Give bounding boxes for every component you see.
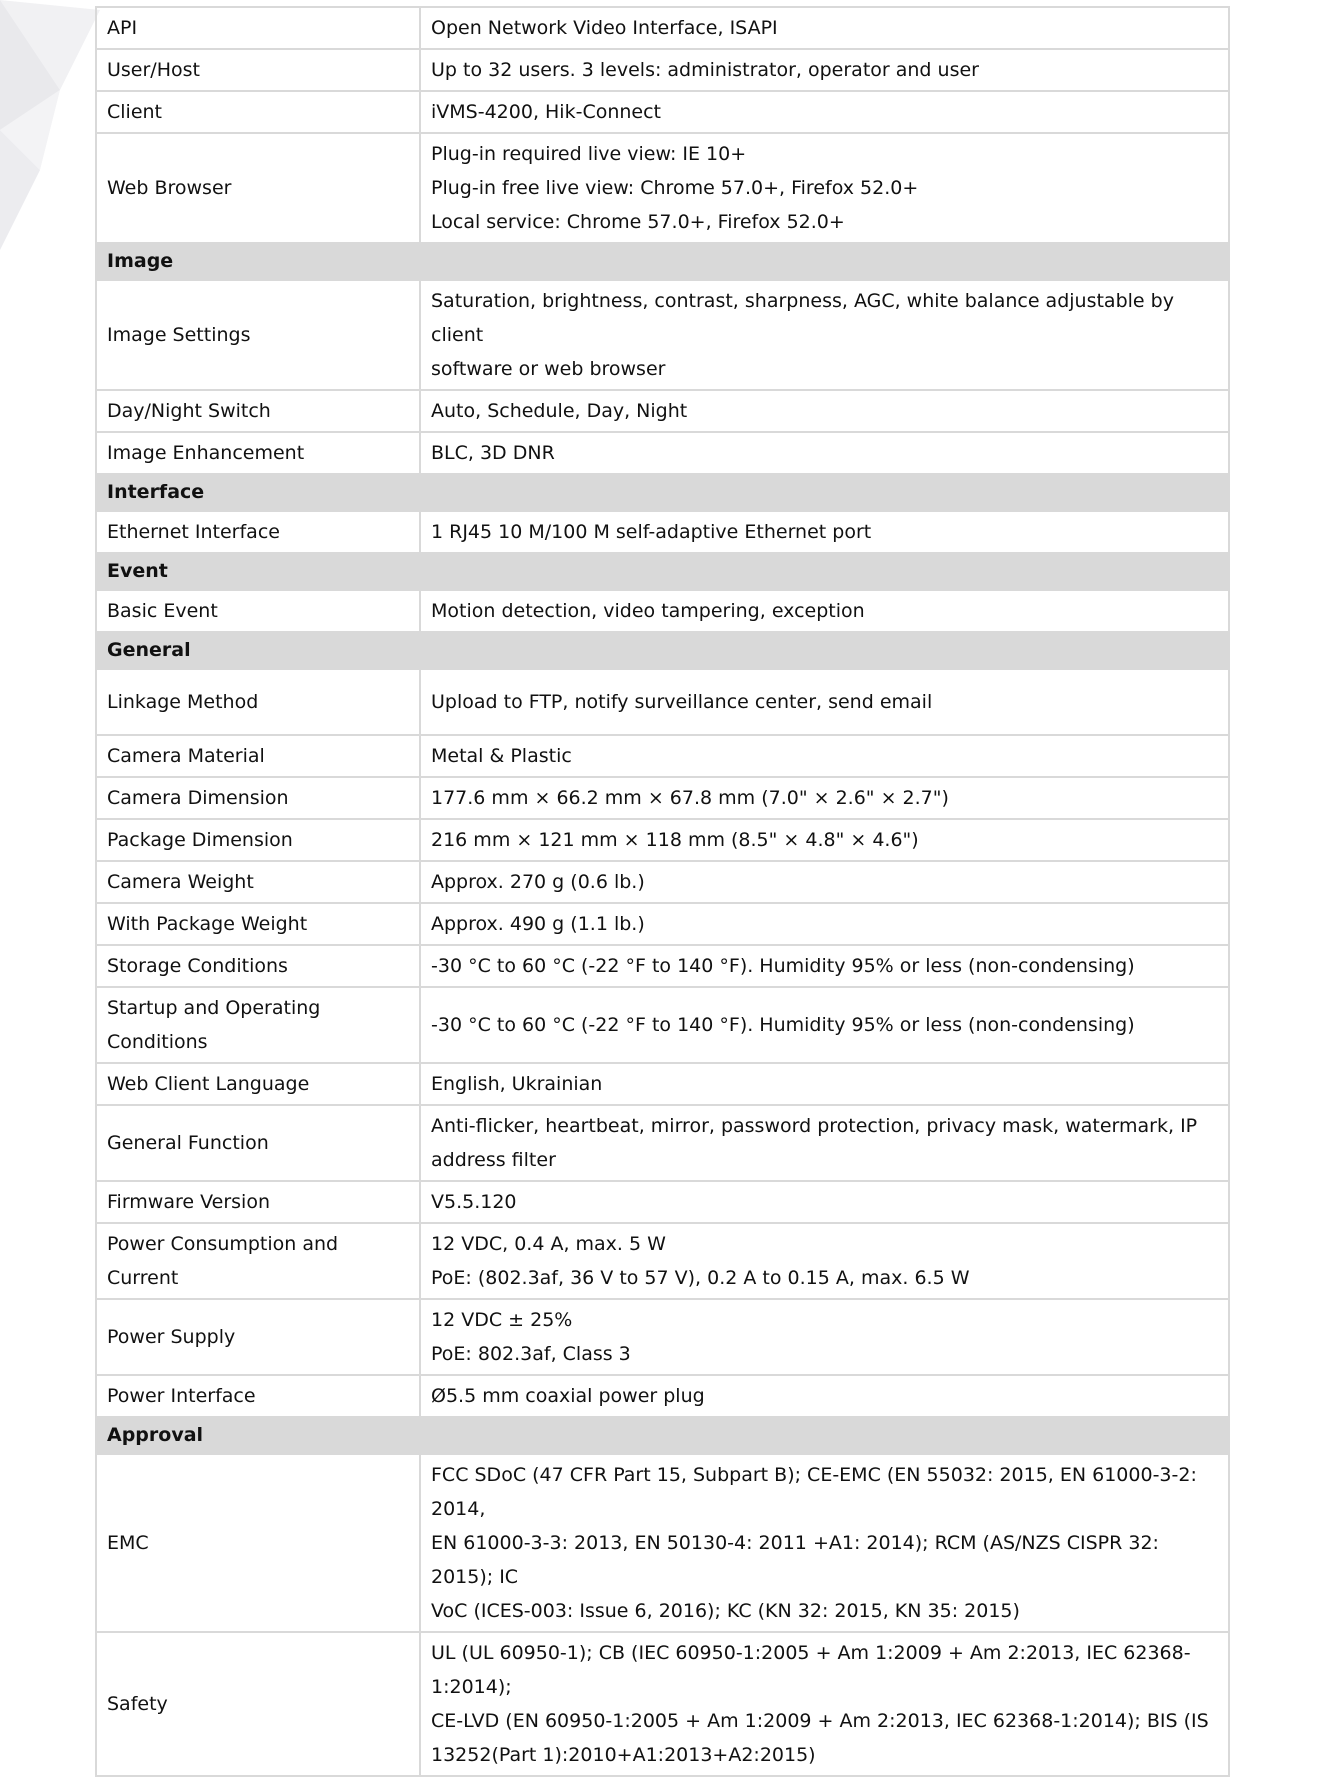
spec-label: EMC [96,1454,420,1632]
spec-label: User/Host [96,49,420,91]
spec-value-line: VoC (ICES-003: Issue 6, 2016); KC (KN 32: 2015, KN 35: 2015) [431,1600,1020,1622]
spec-label: Camera Dimension [96,777,420,819]
spec-value [420,1105,1229,1181]
spec-value [420,432,1229,474]
spec-row [96,280,1229,390]
spec-value-line: Open Network Video Interface, ISAPI [431,17,778,39]
spec-value [420,861,1229,903]
spec-value-line: English, Ukrainian [431,1073,603,1095]
spec-value [420,1632,1229,1776]
spec-value-line: PoE: 802.3af, Class 3 [431,1343,631,1365]
spec-row [96,1454,1229,1632]
spec-value [420,1223,1229,1299]
spec-label: Storage Conditions [96,945,420,987]
spec-value-line: iVMS-4200, Hik-Connect [431,101,662,123]
spec-label: Package Dimension [96,819,420,861]
spec-value-line: address filter [431,1149,556,1171]
spec-value-line: 12 VDC, 0.4 A, max. 5 W [431,1233,666,1255]
spec-value-line: 177.6 mm × 66.2 mm × 67.8 mm (7.0" × 2.6" × 2.7") [431,787,949,809]
spec-row [96,903,1229,945]
section-header-row [96,474,1229,511]
spec-row [96,1105,1229,1181]
spec-row [96,511,1229,553]
spec-row [96,590,1229,632]
spec-row [96,1223,1229,1299]
spec-value-line: 216 mm × 121 mm × 118 mm (8.5" × 4.8" × 4.6") [431,829,919,851]
spec-row [96,735,1229,777]
spec-row [96,861,1229,903]
section-title: Event [96,553,1229,590]
section-title: Approval [96,1417,1229,1454]
spec-value [420,735,1229,777]
spec-label-line: Startup and Operating [107,997,321,1019]
spec-value [420,133,1229,243]
spec-value [420,7,1229,49]
spec-label: Firmware Version [96,1181,420,1223]
spec-label: Web Client Language [96,1063,420,1105]
spec-label: Image Settings [96,280,420,390]
spec-value [420,669,1229,735]
spec-value-line: Local service: Chrome 57.0+, Firefox 52.0+ [431,211,845,233]
spec-value-line: FCC SDoC (47 CFR Part 15, Subpart B); CE-EMC (EN 55032: 2015, EN 61000-3-2: 2014, [431,1464,1197,1520]
spec-value-line: 13252(Part 1):2010+A1:2013+A2:2015) [431,1744,816,1766]
spec-value [420,819,1229,861]
spec-row [96,133,1229,243]
spec-row [96,49,1229,91]
watermark-graphic [0,0,100,250]
spec-label-line: Conditions [107,1031,208,1053]
spec-value-line: Motion detection, video tampering, exception [431,600,865,622]
spec-row [96,7,1229,49]
spec-value-line: Plug-in required live view: IE 10+ [431,143,747,165]
spec-value-line: V5.5.120 [431,1191,517,1213]
spec-row [96,945,1229,987]
spec-label: Safety [96,1632,420,1776]
spec-value-line: CE-LVD (EN 60950-1:2005 + Am 1:2009 + Am 2:2013, IEC 62368-1:2014); BIS (IS [431,1710,1209,1732]
spec-row [96,777,1229,819]
spec-value-line: -30 °C to 60 °C (-22 °F to 140 °F). Humidity 95% or less (non-condensing) [431,1014,1135,1036]
spec-label [96,987,420,1063]
spec-value [420,1454,1229,1632]
specification-table [95,6,1230,1777]
spec-row [96,1375,1229,1417]
spec-value-line: UL (UL 60950-1); CB (IEC 60950-1:2005 + Am 1:2009 + Am 2:2013, IEC 62368-1:2014); [431,1642,1191,1698]
spec-row [96,91,1229,133]
spec-label: General Function [96,1105,420,1181]
spec-value-line: Saturation, brightness, contrast, sharpness, AGC, white balance adjustable by client [431,290,1174,346]
spec-label: Ethernet Interface [96,511,420,553]
spec-row [96,669,1229,735]
spec-label: Power Interface [96,1375,420,1417]
section-header-row [96,1417,1229,1454]
spec-value [420,945,1229,987]
spec-value-line: Plug-in free live view: Chrome 57.0+, Firefox 52.0+ [431,177,919,199]
section-title: Image [96,243,1229,280]
spec-value [420,49,1229,91]
spec-value-line: Approx. 270 g (0.6 lb.) [431,871,645,893]
spec-value-line: Upload to FTP, notify surveillance center, send email [431,691,933,713]
spec-label: Client [96,91,420,133]
spec-value [420,777,1229,819]
spec-label: Camera Weight [96,861,420,903]
spec-value-line: EN 61000-3-3: 2013, EN 50130-4: 2011 +A1: 2014); RCM (AS/NZS CISPR 32: 2015); IC [431,1532,1159,1588]
spec-label: Linkage Method [96,669,420,735]
spec-value-line: Up to 32 users. 3 levels: administrator, operator and user [431,59,979,81]
section-header-row [96,553,1229,590]
spec-value [420,280,1229,390]
spec-value-line: software or web browser [431,358,666,380]
spec-row [96,1063,1229,1105]
spec-row [96,819,1229,861]
spec-row [96,1181,1229,1223]
spec-row [96,987,1229,1063]
spec-value-line: Anti-flicker, heartbeat, mirror, password protection, privacy mask, watermark, IP [431,1115,1198,1137]
spec-label: Image Enhancement [96,432,420,474]
spec-value-line: BLC, 3D DNR [431,442,555,464]
spec-value-line: Metal & Plastic [431,745,572,767]
spec-value-line: Ø5.5 mm coaxial power plug [431,1385,705,1407]
spec-value [420,1063,1229,1105]
spec-label: Web Browser [96,133,420,243]
spec-value [420,91,1229,133]
spec-label: API [96,7,420,49]
spec-value-line: Auto, Schedule, Day, Night [431,400,688,422]
spec-row [96,1632,1229,1776]
spec-row [96,390,1229,432]
spec-row [96,1299,1229,1375]
spec-value-line: 12 VDC ± 25% [431,1309,573,1331]
spec-value [420,1181,1229,1223]
spec-value [420,1299,1229,1375]
spec-value [420,903,1229,945]
spec-value [420,590,1229,632]
spec-value [420,987,1229,1063]
spec-value-line: Approx. 490 g (1.1 lb.) [431,913,645,935]
spec-value [420,390,1229,432]
spec-label: Camera Material [96,735,420,777]
spec-value [420,511,1229,553]
spec-value-line: -30 °C to 60 °C (-22 °F to 140 °F). Humidity 95% or less (non-condensing) [431,955,1135,977]
spec-value-line: 1 RJ45 10 M/100 M self-adaptive Ethernet port [431,521,872,543]
section-title: General [96,632,1229,669]
section-header-row [96,243,1229,280]
section-title: Interface [96,474,1229,511]
spec-label: Power Consumption and Current [96,1223,420,1299]
spec-label: Power Supply [96,1299,420,1375]
spec-row [96,432,1229,474]
spec-label: Basic Event [96,590,420,632]
spec-label: With Package Weight [96,903,420,945]
section-header-row [96,632,1229,669]
spec-label: Day/Night Switch [96,390,420,432]
spec-value-line: PoE: (802.3af, 36 V to 57 V), 0.2 A to 0.15 A, max. 6.5 W [431,1267,970,1289]
spec-value [420,1375,1229,1417]
